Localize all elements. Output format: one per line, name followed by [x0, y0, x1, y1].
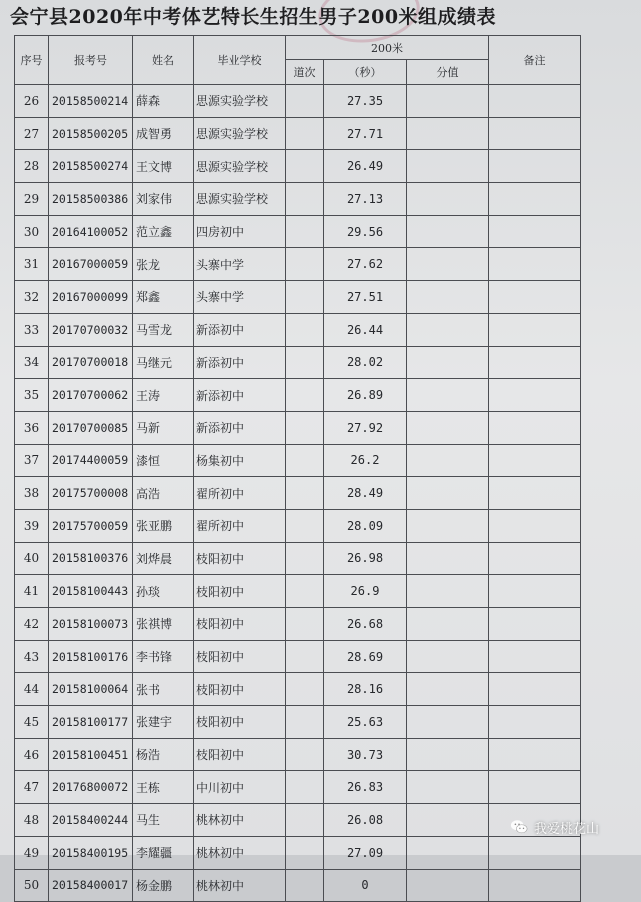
table-row [15, 575, 581, 608]
table-row [15, 444, 581, 477]
cell-seq: 33 [15, 313, 49, 346]
cell-exam-no: 20174400059 [49, 444, 133, 477]
cell-name: 王涛 [133, 379, 194, 412]
cell-seq: 26 [15, 85, 49, 118]
cell-name: 李耀疆 [133, 836, 194, 869]
table-row [15, 608, 581, 641]
cell-time: 26.83 [324, 771, 407, 804]
cell-remarks [489, 542, 581, 575]
cell-school: 新添初中 [194, 379, 286, 412]
cell-exam-no: 20158100176 [49, 640, 133, 673]
cell-seq: 34 [15, 346, 49, 379]
cell-exam-no: 20158500214 [49, 85, 133, 118]
cell-school: 头寨中学 [194, 281, 286, 314]
cell-score [407, 477, 489, 510]
cell-score [407, 542, 489, 575]
cell-school: 思源实验学校 [194, 183, 286, 216]
cell-exam-no: 20158400195 [49, 836, 133, 869]
cell-seq: 32 [15, 281, 49, 314]
cell-time: 26.89 [324, 379, 407, 412]
cell-exam-no: 20158500386 [49, 183, 133, 216]
cell-score [407, 575, 489, 608]
cell-score [407, 444, 489, 477]
cell-remarks [489, 313, 581, 346]
cell-school: 桃林初中 [194, 804, 286, 837]
cell-name: 郑鑫 [133, 281, 194, 314]
cell-time: 27.35 [324, 85, 407, 118]
cell-name: 马新 [133, 411, 194, 444]
cell-remarks [489, 183, 581, 216]
document-title: 会宁县2020年中考体艺特长生招生男子200米组成绩表 [10, 6, 497, 28]
table-row [15, 738, 581, 771]
cell-name: 张祺博 [133, 608, 194, 641]
table-row [15, 248, 581, 281]
cell-name: 李书锋 [133, 640, 194, 673]
table-row [15, 150, 581, 183]
cell-remarks [489, 150, 581, 183]
table-row [15, 836, 581, 869]
table-row [15, 542, 581, 575]
cell-name: 范立鑫 [133, 215, 194, 248]
cell-exam-no: 20158100177 [49, 706, 133, 739]
cell-time: 27.09 [324, 836, 407, 869]
cell-time: 27.13 [324, 183, 407, 216]
cell-school: 枝阳初中 [194, 673, 286, 706]
cell-exam-no: 20158100443 [49, 575, 133, 608]
cell-remarks [489, 117, 581, 150]
cell-seq: 42 [15, 608, 49, 641]
cell-school: 思源实验学校 [194, 85, 286, 118]
cell-remarks [489, 869, 581, 902]
cell-seq: 37 [15, 444, 49, 477]
cell-score [407, 706, 489, 739]
table-row [15, 346, 581, 379]
table-row [15, 771, 581, 804]
cell-seq: 29 [15, 183, 49, 216]
cell-school: 枝阳初中 [194, 738, 286, 771]
cell-time: 25.63 [324, 706, 407, 739]
cell-seq: 40 [15, 542, 49, 575]
cell-time: 28.02 [324, 346, 407, 379]
table-row [15, 673, 581, 706]
cell-name: 马生 [133, 804, 194, 837]
cell-name: 成智勇 [133, 117, 194, 150]
cell-lane [286, 542, 324, 575]
header-seconds: （秒） [324, 60, 407, 85]
cell-school: 新添初中 [194, 411, 286, 444]
cell-seq: 36 [15, 411, 49, 444]
header-event: 200米 [286, 36, 489, 60]
table-row [15, 509, 581, 542]
header-remarks: 备注 [489, 36, 581, 85]
cell-remarks [489, 836, 581, 869]
cell-time: 26.68 [324, 608, 407, 641]
cell-school: 杨集初中 [194, 444, 286, 477]
cell-name: 高浩 [133, 477, 194, 510]
cell-remarks [489, 215, 581, 248]
cell-school: 思源实验学校 [194, 150, 286, 183]
cell-name: 刘烨晨 [133, 542, 194, 575]
cell-time: 26.9 [324, 575, 407, 608]
cell-remarks [489, 379, 581, 412]
cell-school: 翟所初中 [194, 477, 286, 510]
cell-remarks [489, 575, 581, 608]
cell-name: 漆恒 [133, 444, 194, 477]
table-row [15, 411, 581, 444]
cell-exam-no: 20175700008 [49, 477, 133, 510]
cell-lane [286, 771, 324, 804]
watermark [510, 816, 599, 838]
cell-score [407, 509, 489, 542]
cell-school: 桃林初中 [194, 836, 286, 869]
header-exam-no: 报考号 [49, 36, 133, 85]
cell-school: 枝阳初中 [194, 608, 286, 641]
cell-seq: 49 [15, 836, 49, 869]
cell-remarks [489, 640, 581, 673]
cell-lane [286, 281, 324, 314]
cell-seq: 48 [15, 804, 49, 837]
cell-exam-no: 20158100451 [49, 738, 133, 771]
cell-seq: 39 [15, 509, 49, 542]
cell-time: 0 [324, 869, 407, 902]
cell-exam-no: 20164100052 [49, 215, 133, 248]
cell-name: 王文博 [133, 150, 194, 183]
cell-remarks [489, 346, 581, 379]
table-row [15, 640, 581, 673]
cell-exam-no: 20170700085 [49, 411, 133, 444]
cell-seq: 41 [15, 575, 49, 608]
cell-exam-no: 20158100073 [49, 608, 133, 641]
table-row [15, 117, 581, 150]
cell-score [407, 738, 489, 771]
cell-name: 杨金鹏 [133, 869, 194, 902]
cell-name: 刘家伟 [133, 183, 194, 216]
cell-name: 杨浩 [133, 738, 194, 771]
cell-school: 新添初中 [194, 346, 286, 379]
cell-seq: 31 [15, 248, 49, 281]
cell-score [407, 771, 489, 804]
cell-exam-no: 20176800072 [49, 771, 133, 804]
cell-lane [286, 869, 324, 902]
table-row [15, 183, 581, 216]
cell-score [407, 215, 489, 248]
cell-exam-no: 20167000099 [49, 281, 133, 314]
cell-school: 翟所初中 [194, 509, 286, 542]
cell-seq: 35 [15, 379, 49, 412]
cell-time: 26.2 [324, 444, 407, 477]
cell-time: 27.92 [324, 411, 407, 444]
cell-lane [286, 183, 324, 216]
cell-score [407, 640, 489, 673]
cell-school: 四房初中 [194, 215, 286, 248]
cell-seq: 47 [15, 771, 49, 804]
header-score: 分值 [407, 60, 489, 85]
cell-score [407, 836, 489, 869]
cell-lane [286, 836, 324, 869]
cell-name: 薛森 [133, 85, 194, 118]
cell-school: 桃林初中 [194, 869, 286, 902]
cell-score [407, 869, 489, 902]
cell-score [407, 673, 489, 706]
table-row [15, 85, 581, 118]
cell-lane [286, 575, 324, 608]
cell-time: 29.56 [324, 215, 407, 248]
cell-seq: 44 [15, 673, 49, 706]
cell-score [407, 608, 489, 641]
cell-lane [286, 313, 324, 346]
watermark-text: 我爱桃花山 [534, 821, 600, 837]
results-table [14, 35, 581, 902]
cell-lane [286, 444, 324, 477]
cell-lane [286, 640, 324, 673]
cell-lane [286, 509, 324, 542]
cell-remarks [489, 706, 581, 739]
cell-time: 27.71 [324, 117, 407, 150]
cell-lane [286, 215, 324, 248]
table-row [15, 281, 581, 314]
cell-name: 孙琰 [133, 575, 194, 608]
cell-seq: 27 [15, 117, 49, 150]
cell-score [407, 411, 489, 444]
cell-time: 28.49 [324, 477, 407, 510]
cell-time: 27.51 [324, 281, 407, 314]
header-name: 姓名 [133, 36, 194, 85]
cell-remarks [489, 85, 581, 118]
cell-score [407, 313, 489, 346]
cell-score [407, 379, 489, 412]
cell-school: 中川初中 [194, 771, 286, 804]
cell-exam-no: 20170700032 [49, 313, 133, 346]
cell-exam-no: 20175700059 [49, 509, 133, 542]
cell-time: 28.16 [324, 673, 407, 706]
table-row [15, 869, 581, 902]
cell-school: 枝阳初中 [194, 542, 286, 575]
cell-score [407, 346, 489, 379]
table-row [15, 379, 581, 412]
cell-score [407, 150, 489, 183]
table-row [15, 477, 581, 510]
cell-exam-no: 20158500274 [49, 150, 133, 183]
wechat-icon [510, 818, 528, 836]
cell-name: 张亚鹏 [133, 509, 194, 542]
cell-lane [286, 346, 324, 379]
cell-exam-no: 20158100376 [49, 542, 133, 575]
cell-school: 思源实验学校 [194, 117, 286, 150]
cell-seq: 50 [15, 869, 49, 902]
header-lane: 道次 [286, 60, 324, 85]
cell-school: 头寨中学 [194, 248, 286, 281]
cell-exam-no: 20167000059 [49, 248, 133, 281]
table-body [15, 85, 581, 902]
cell-seq: 45 [15, 706, 49, 739]
cell-seq: 30 [15, 215, 49, 248]
cell-seq: 46 [15, 738, 49, 771]
cell-remarks [489, 771, 581, 804]
cell-time: 26.08 [324, 804, 407, 837]
table-row [15, 215, 581, 248]
cell-exam-no: 20158400244 [49, 804, 133, 837]
cell-lane [286, 379, 324, 412]
cell-remarks [489, 281, 581, 314]
cell-name: 马雪龙 [133, 313, 194, 346]
cell-time: 30.73 [324, 738, 407, 771]
cell-school: 枝阳初中 [194, 706, 286, 739]
cell-lane [286, 608, 324, 641]
cell-school: 新添初中 [194, 313, 286, 346]
cell-lane [286, 411, 324, 444]
cell-remarks [489, 411, 581, 444]
cell-seq: 38 [15, 477, 49, 510]
cell-school: 枝阳初中 [194, 575, 286, 608]
cell-school: 枝阳初中 [194, 640, 286, 673]
cell-time: 26.44 [324, 313, 407, 346]
cell-seq: 28 [15, 150, 49, 183]
cell-name: 王栋 [133, 771, 194, 804]
cell-lane [286, 673, 324, 706]
cell-score [407, 117, 489, 150]
cell-exam-no: 20158500205 [49, 117, 133, 150]
cell-time: 28.69 [324, 640, 407, 673]
table-row [15, 313, 581, 346]
cell-lane [286, 738, 324, 771]
cell-remarks [489, 248, 581, 281]
cell-remarks [489, 673, 581, 706]
cell-name: 张龙 [133, 248, 194, 281]
cell-remarks [489, 608, 581, 641]
cell-name: 张建宇 [133, 706, 194, 739]
cell-score [407, 248, 489, 281]
cell-time: 26.98 [324, 542, 407, 575]
cell-name: 张书 [133, 673, 194, 706]
cell-lane [286, 150, 324, 183]
cell-remarks [489, 509, 581, 542]
table-row [15, 706, 581, 739]
cell-lane [286, 248, 324, 281]
cell-exam-no: 20158100064 [49, 673, 133, 706]
cell-lane [286, 85, 324, 118]
cell-lane [286, 477, 324, 510]
cell-score [407, 85, 489, 118]
cell-exam-no: 20170700062 [49, 379, 133, 412]
cell-lane [286, 804, 324, 837]
header-seq: 序号 [15, 36, 49, 85]
header-school: 毕业学校 [194, 36, 286, 85]
cell-lane [286, 706, 324, 739]
cell-seq: 43 [15, 640, 49, 673]
cell-time: 28.09 [324, 509, 407, 542]
cell-exam-no: 20170700018 [49, 346, 133, 379]
cell-remarks [489, 477, 581, 510]
cell-score [407, 804, 489, 837]
cell-name: 马继元 [133, 346, 194, 379]
cell-remarks [489, 738, 581, 771]
cell-lane [286, 117, 324, 150]
cell-score [407, 183, 489, 216]
cell-time: 27.62 [324, 248, 407, 281]
cell-exam-no: 20158400017 [49, 869, 133, 902]
cell-time: 26.49 [324, 150, 407, 183]
cell-remarks [489, 444, 581, 477]
cell-score [407, 281, 489, 314]
table-row [15, 804, 581, 837]
